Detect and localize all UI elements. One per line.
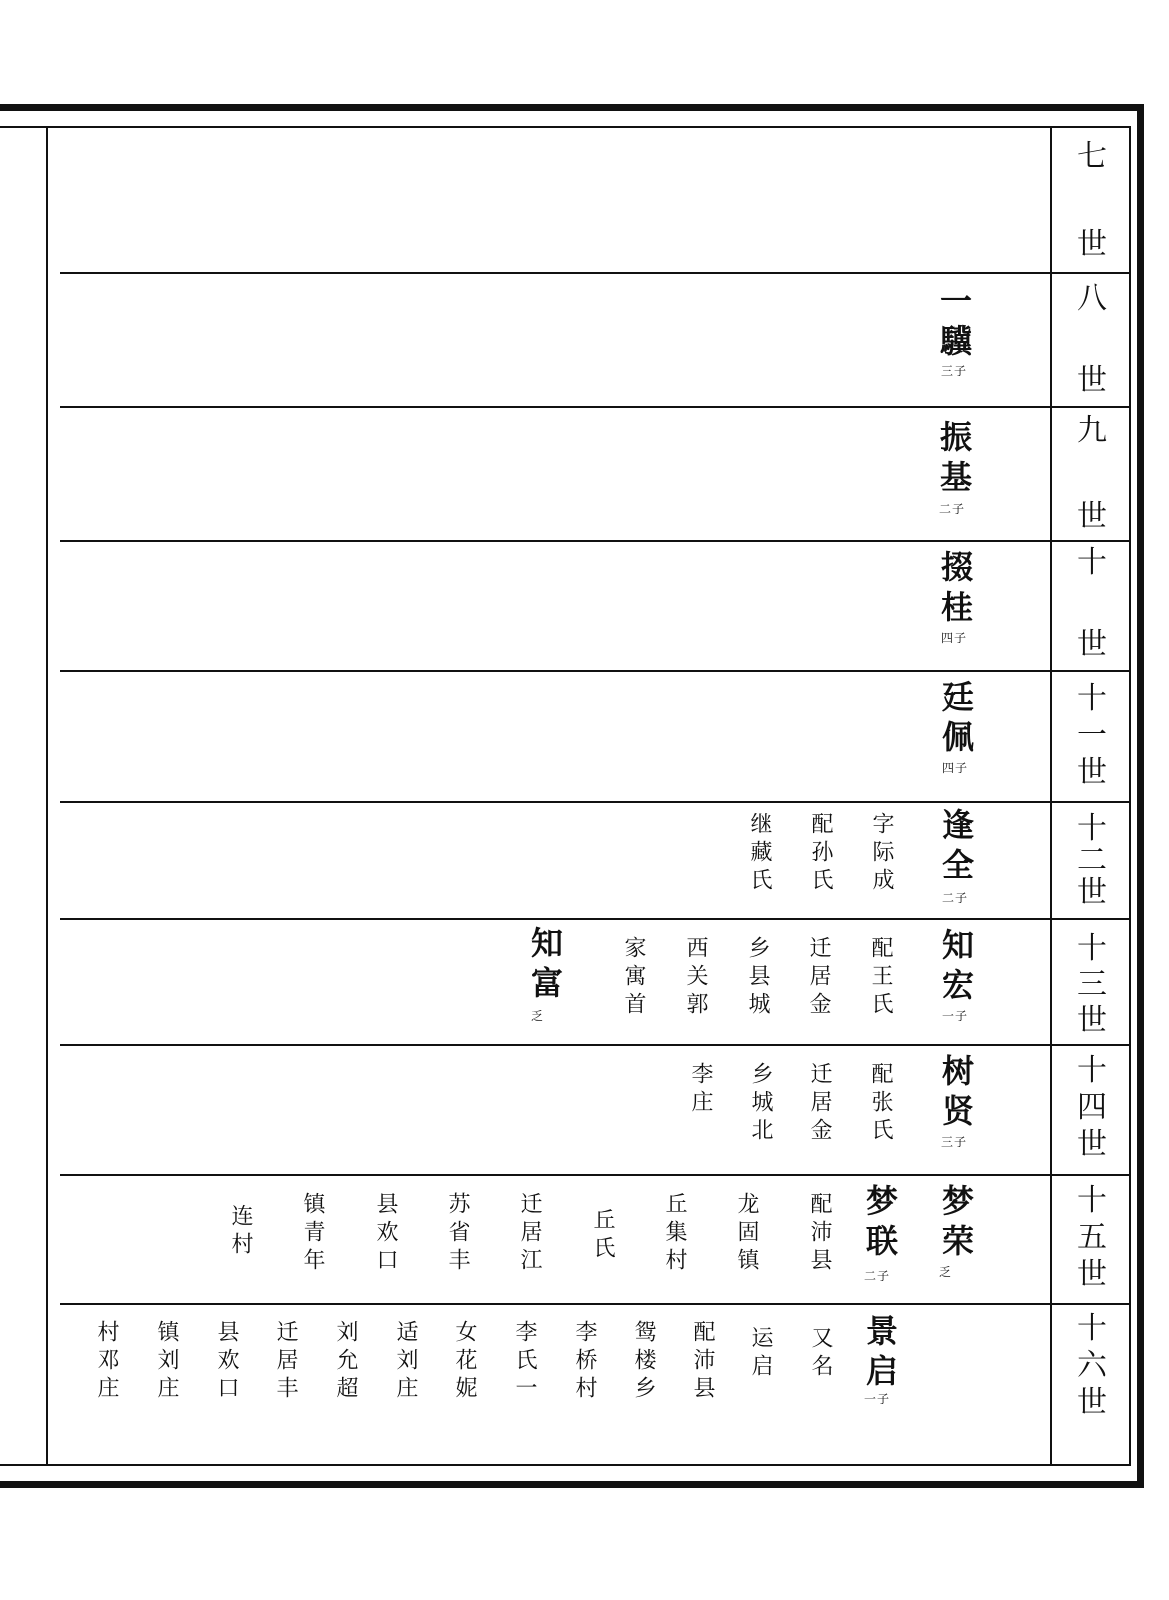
- note-g12-3: 继藏氏: [747, 812, 772, 896]
- note-g15-1: 配沛县: [807, 1192, 832, 1276]
- sons-count-g16: 一子: [864, 1392, 891, 1406]
- note-g15-6: 苏省丰: [445, 1192, 470, 1276]
- generation-label-11: 十 一 世: [1077, 681, 1107, 790]
- generation-label-8: 八 世: [1077, 281, 1107, 398]
- note-g16-9: 刘允超: [333, 1320, 358, 1404]
- note-g15-2: 龙固镇: [734, 1192, 759, 1276]
- note-g12-2: 配孙氏: [808, 812, 833, 896]
- person-name-g9: 振基: [935, 420, 973, 500]
- generation-label-16: 十 六 世: [1077, 1311, 1107, 1420]
- note-g16-1: 又名: [808, 1326, 833, 1382]
- note-g16-11: 县欢口: [214, 1320, 239, 1404]
- note-g14-1: 配张氏: [868, 1062, 893, 1146]
- note-g14-4: 李庄: [688, 1062, 713, 1118]
- generation-label-12: 十 二 世: [1077, 811, 1107, 910]
- sons-count-g13a: 一子: [942, 1009, 969, 1023]
- note-g15-8: 镇青年: [300, 1192, 325, 1276]
- person-name-g13a: 知宏: [937, 928, 975, 1008]
- person-name-g15a: 梦荣: [937, 1184, 975, 1264]
- generation-label-15: 十 五 世: [1077, 1183, 1107, 1292]
- row-divider: [60, 1303, 1130, 1305]
- person-name-g16: 景启: [861, 1314, 899, 1394]
- sons-count-g15b: 二子: [864, 1269, 891, 1283]
- generation-column-divider: [1050, 126, 1052, 1466]
- sons-count-g12: 二子: [942, 891, 969, 905]
- person-name-g10: 掇桂: [936, 550, 974, 630]
- note-g13-2: 迁居金: [806, 936, 831, 1020]
- note-g12-1: 字际成: [869, 812, 894, 896]
- sons-count-g8: 三子: [941, 364, 968, 378]
- row-divider: [60, 1174, 1130, 1176]
- note-g13-3: 乡县城: [745, 936, 770, 1020]
- note-g16-6: 李氏一: [512, 1320, 537, 1404]
- note-g14-3: 乡城北: [748, 1062, 773, 1146]
- row-divider: [60, 272, 1130, 274]
- note-g16-12: 镇刘庄: [154, 1320, 179, 1404]
- sons-count-g14: 三子: [941, 1135, 968, 1149]
- row-divider: [60, 670, 1130, 672]
- note-g14-2: 迁居金: [807, 1062, 832, 1146]
- row-divider: [60, 918, 1130, 920]
- note-g16-4: 鸳楼乡: [631, 1320, 656, 1404]
- note-g16-10: 迁居丰: [273, 1320, 298, 1404]
- note-g16-13: 村邓庄: [94, 1320, 119, 1404]
- note-g16-2: 运启: [748, 1326, 773, 1382]
- page-frame-left-edge: [0, 126, 48, 1466]
- note-g15-4: 丘氏: [590, 1208, 615, 1264]
- sons-count-g13b: 乏: [531, 1009, 545, 1023]
- note-g13-5: 家寓首: [621, 936, 646, 1020]
- note-g13-1: 配王氏: [868, 936, 893, 1020]
- note-g16-3: 配沛县: [690, 1320, 715, 1404]
- row-divider: [60, 1044, 1130, 1046]
- person-name-g15b: 梦联: [861, 1184, 899, 1264]
- note-g15-5: 迁居江: [517, 1192, 542, 1276]
- generation-label-9: 九 世: [1077, 413, 1107, 534]
- sons-count-g10: 四子: [941, 631, 968, 645]
- note-g15-7: 县欢口: [373, 1192, 398, 1276]
- person-name-g12: 逢全: [937, 808, 975, 888]
- note-g13-4: 西关郭: [683, 936, 708, 1020]
- generation-label-7: 七 世: [1077, 139, 1107, 262]
- person-name-g11: 廷佩: [937, 680, 975, 760]
- generation-label-14: 十 四 世: [1077, 1053, 1107, 1162]
- sons-count-g15a: 乏: [939, 1265, 953, 1279]
- row-divider: [60, 801, 1130, 803]
- note-g15-3: 丘集村: [662, 1192, 687, 1276]
- sons-count-g9: 二子: [939, 502, 966, 516]
- generation-label-10: 十 世: [1077, 545, 1107, 662]
- person-name-g8: 一驥: [935, 284, 973, 364]
- note-g16-8: 适刘庄: [393, 1320, 418, 1404]
- row-divider: [60, 540, 1130, 542]
- sons-count-g11: 四子: [942, 761, 969, 775]
- row-divider: [60, 406, 1130, 408]
- person-name-g13b: 知富: [526, 926, 564, 1006]
- note-g16-5: 李桥村: [572, 1320, 597, 1404]
- note-g16-7: 女花妮: [452, 1320, 477, 1404]
- note-g15-9: 连村: [228, 1204, 253, 1260]
- person-name-g14: 树贤: [937, 1054, 975, 1134]
- generation-label-13: 十 三 世: [1077, 931, 1107, 1038]
